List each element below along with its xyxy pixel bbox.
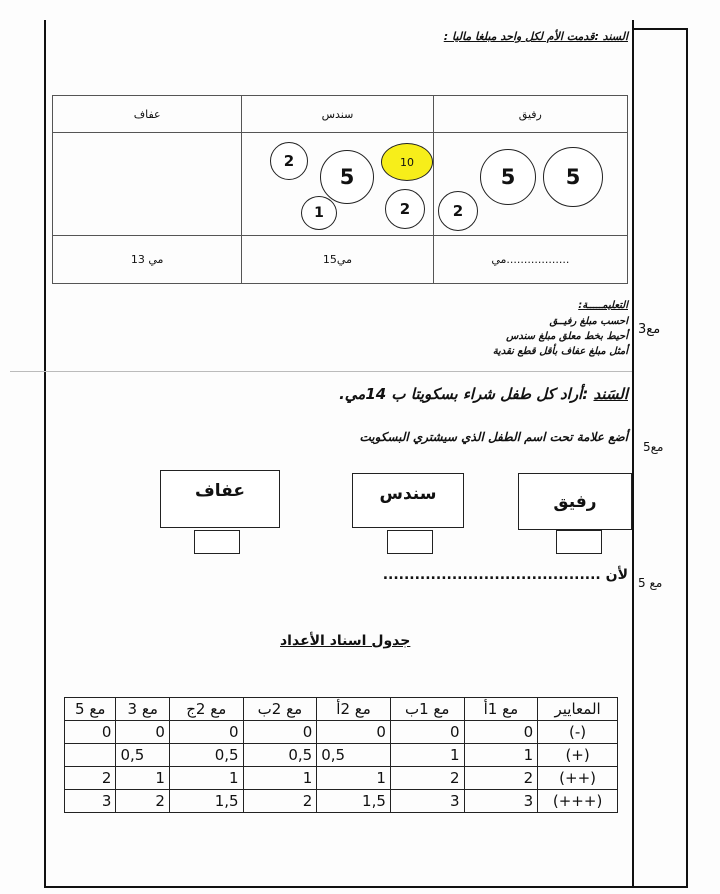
grading-cell: 0 xyxy=(169,721,243,744)
sanad-2-text: :أراد كل طفل شراء بسكويتا ب 14مي. xyxy=(339,385,589,403)
grading-header: مع 5 xyxy=(65,698,116,721)
grading-cell: 0 xyxy=(317,721,391,744)
total-afaf: 13 مي xyxy=(130,253,164,266)
grading-cell: 0 xyxy=(390,721,464,744)
grading-header: مع 2ب xyxy=(243,698,317,721)
grading-criterion: (-) xyxy=(538,721,618,744)
section-separator xyxy=(10,371,632,372)
grading-cell: 0,5 xyxy=(317,744,391,767)
grading-cell: 0,5 xyxy=(116,744,169,767)
header-rafiq: رفيق xyxy=(518,107,542,121)
grading-title: جدول اسناد الأعداد xyxy=(280,633,411,649)
frame-bottom xyxy=(44,886,688,888)
coin-rafiq-2: 2 xyxy=(438,191,478,231)
frame-left xyxy=(44,20,46,888)
grading-cell: 3 xyxy=(390,790,464,813)
instruction-line-2: أحيط بخط معلق مبلغ سندس xyxy=(506,331,628,342)
coin-sundus-2: 2 xyxy=(270,142,308,180)
grading-criterion: (++) xyxy=(538,767,618,790)
grading-cell: 2 xyxy=(464,767,538,790)
child-box-sundus: سندس xyxy=(352,473,464,528)
grading-cell: 1 xyxy=(317,767,391,790)
instruction-line-3: أمثل مبلغ عفاف بأقل قطع نقدية xyxy=(492,346,628,357)
grading-cell: 1 xyxy=(116,767,169,790)
grading-cell: 0,5 xyxy=(169,744,243,767)
grading-cell: 2 xyxy=(390,767,464,790)
margin-label-m5a: مع5 xyxy=(643,440,664,454)
grading-header: مع 3 xyxy=(116,698,169,721)
coin-rafiq-5b: 5 xyxy=(543,147,603,207)
sanad-2 xyxy=(339,385,628,403)
tick-box-rafiq[interactable] xyxy=(556,530,602,554)
grading-header: مع 1ب xyxy=(390,698,464,721)
grading-cell: 0 xyxy=(464,721,538,744)
grading-cell: 3 xyxy=(464,790,538,813)
margin-label-m5b: مع 5 xyxy=(638,576,663,590)
coin-sundus-1: 1 xyxy=(301,196,337,230)
tick-box-sundus[interactable] xyxy=(387,530,433,554)
frame-top xyxy=(632,28,688,30)
grading-cell: 1 xyxy=(243,767,317,790)
grading-cell: 0 xyxy=(243,721,317,744)
grading-row xyxy=(65,721,618,744)
grading-cell: 2 xyxy=(243,790,317,813)
grading-header: مع 2ج xyxy=(169,698,243,721)
frame-divider xyxy=(632,20,634,888)
grading-criterion: (+++) xyxy=(538,790,618,813)
grading-header: مع 2أ xyxy=(317,698,391,721)
grading-cell: 2 xyxy=(65,767,116,790)
grading-header: مع 1أ xyxy=(464,698,538,721)
grading-header: المعايير xyxy=(538,698,618,721)
grading-cell: 1,5 xyxy=(317,790,391,813)
frame-right xyxy=(686,28,688,888)
sanad-1-text: السند :قدمت الأم لكل واحد مبلغا ماليا : xyxy=(443,30,628,43)
header-sundus: سندس xyxy=(321,107,354,121)
grading-cell: 0 xyxy=(65,721,116,744)
because-line[interactable]: لأن ......................................... xyxy=(382,567,628,583)
total-rafiq: ..................مي xyxy=(491,253,570,266)
child-box-afaf: عفاف xyxy=(160,470,280,528)
grading-cell: 0 xyxy=(116,721,169,744)
grading-header-row xyxy=(65,698,618,721)
grading-cell xyxy=(65,744,116,767)
instruction-line-1: احسب مبلغ رفيــق xyxy=(549,316,628,327)
grading-cell: 1 xyxy=(464,744,538,767)
grading-cell: 1 xyxy=(169,767,243,790)
grading-cell: 2 xyxy=(116,790,169,813)
total-sundus: 15مي xyxy=(322,253,352,266)
grading-row xyxy=(65,767,618,790)
grading-table xyxy=(64,697,618,813)
sanad-2-label: السَند xyxy=(593,385,628,403)
grading-cell: 1 xyxy=(390,744,464,767)
coin-sundus-5: 5 xyxy=(320,150,374,204)
grading-cell: 1,5 xyxy=(169,790,243,813)
coin-sundus-10: 10 xyxy=(381,143,433,181)
grading-criterion: (+) xyxy=(538,744,618,767)
coin-rafiq-5a: 5 xyxy=(480,149,536,205)
grading-cell: 3 xyxy=(65,790,116,813)
tick-box-afaf[interactable] xyxy=(194,530,240,554)
instruction-2: أضع علامة تحت اسم الطفل الذي سيشتري البسكويت xyxy=(359,430,628,444)
grading-row xyxy=(65,744,618,767)
afaf-coins-cell xyxy=(53,133,242,236)
grading-cell: 0,5 xyxy=(243,744,317,767)
grading-row xyxy=(65,790,618,813)
margin-label-m3: مع3 xyxy=(638,322,661,337)
header-afaf: عفاف xyxy=(133,107,161,121)
instructions-title: التعليمـــــة: xyxy=(578,300,628,311)
child-box-rafiq: رفيق xyxy=(518,473,632,530)
coin-sundus-2b: 2 xyxy=(385,189,425,229)
